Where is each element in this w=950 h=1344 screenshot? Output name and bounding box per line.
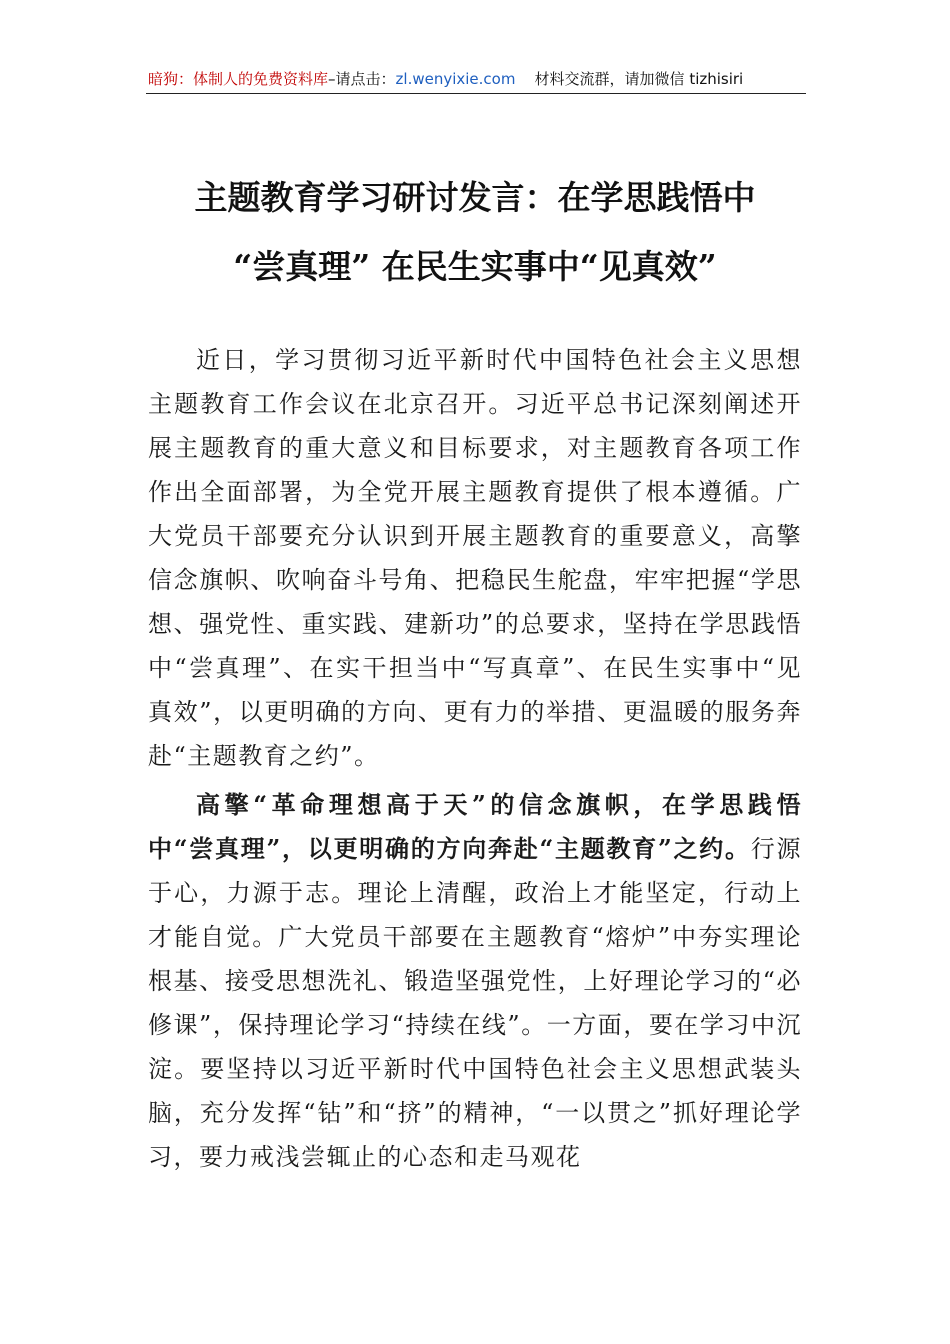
- header-divider: [146, 93, 806, 94]
- page-header: [148, 68, 808, 90]
- section-body: 行源于心，力源于志。理论上清醒，政治上才能坚定，行动上才能自觉。广大党员干部要在主题教育“熔炉”中夯实理论根基、接受思想洗礼、锻造坚强党性，上好理论学习的“必修课”，保持理论学习“持续在线”。一方面，要在学习中沉淀。要坚持以习近平新时代中国特色社会主义思想武装头脑，充分发挥“钻”和“挤”的精神，“一以贯之”抓好理论学习，要力戒浅尝辄止的心态和走马观花: [148, 835, 803, 1171]
- section-heading: 高擎“革命理想高于天”的信念旗帜，在学思践悟中“尝真理”，以更明确的方向奔赴“主题教育”之约。: [148, 790, 802, 863]
- paragraph-section-1: [148, 783, 802, 1179]
- header-click-prompt: –请点击：: [328, 70, 396, 88]
- header-contact: 材料交流群，请加微信 tizhisiri: [534, 70, 744, 88]
- document-title-line-1: 主题教育学习研讨发言：在学思践悟中: [194, 178, 756, 217]
- paragraph-intro: 近日，学习贯彻习近平新时代中国特色社会主义思想主题教育工作会议在北京召开。习近平总书记深刻阐述开展主题教育的重大意义和目标要求，对主题教育各项工作作出全面部署，为全党开展主题教育提供了根本遵循。广大党员干部要充分认识到开展主题教育的重要意义，高擎信念旗帜、吹响奋斗号角、把稳民生舵盘，牢牢把握“学思想、强党性、重实践、建新功”的总要求，坚持在学思践悟中“尝真理”、在实干担当中“写真章”、在民生实事中“见真效”，以更明确的方向、更有力的举措、更温暖的服务奔赴“主题教育之约”。: [148, 346, 802, 770]
- document-title-line-2: “尝真理” 在民生实事中“见真效”: [233, 247, 717, 286]
- header-site-name: 暗狗：体制人的免费资料库: [148, 70, 329, 88]
- header-link[interactable]: zl.wenyixie.com: [395, 70, 516, 88]
